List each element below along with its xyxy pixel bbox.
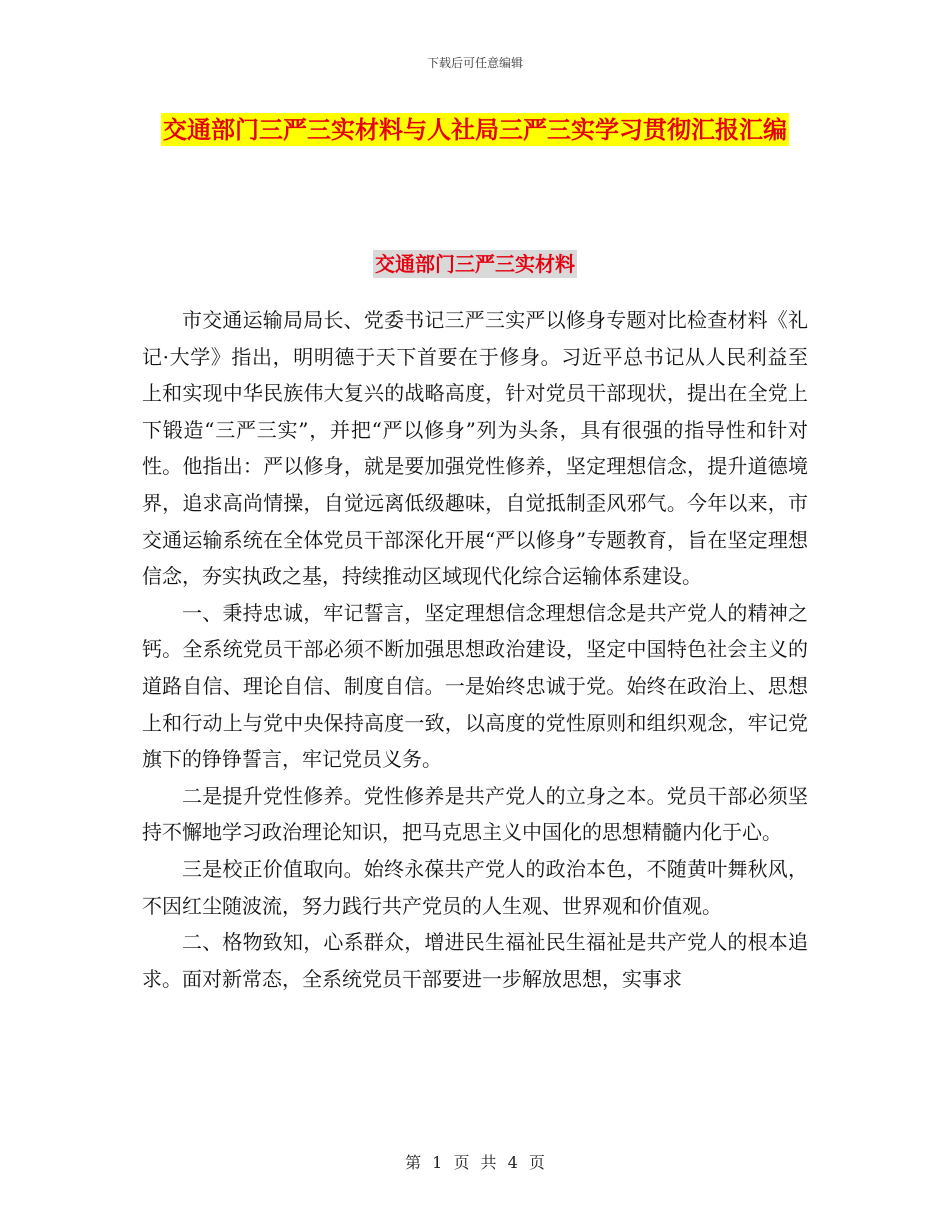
paragraph: 二是提升党性修养。党性修养是共产党人的立身之本。党员干部必须坚持不懈地学习政治理论知识，把马克思主义中国化的思想精髓内化于心。 <box>142 783 808 845</box>
document-body <box>142 302 808 997</box>
paragraph: 二、格物致知，心系群众，增进民生福祉民生福祉是共产党人的根本追求。面对新常态，全系统党员干部要进一步解放思想，实事求 <box>142 930 808 991</box>
section-title-text: 交通部门三严三实材料 <box>375 252 575 276</box>
section-title <box>0 248 950 280</box>
page-footer: 第 1 页 共 4 页 <box>405 1153 545 1172</box>
document-title-text: 交通部门三严三实材料与人社局三严三实学习贯彻汇报汇编 <box>163 115 787 144</box>
paragraph: 一、秉持忠诚，牢记誓言，坚定理想信念理想信念是共产党人的精神之钙。全系统党员干部必须不断加强思想政治建设，坚定中国特色社会主义的道路自信、理论自信、制度自信。一是始终忠诚于党。始终在政治上、思想上和行动上与党中央保持高度一致，以高度的党性原则和组织观念，牢记党旗下的铮铮誓言，牢记党员义务。 <box>142 600 808 772</box>
paragraph: 市交通运输局局长、党委书记三严三实严以修身专题对比检查材料《礼记·大学》指出，明明德于天下首要在于修身。习近平总书记从人民利益至上和实现中华民族伟大复兴的战略高度，针对党员干部现状，提出在全党上下锻造“三严三实”，并把“严以修身”列为头条，具有很强的指导性和针对性。他指出：严以修身，就是要加强党性修养，坚定理想信念，提升道德境界，追求高尚情操，自觉远离低级趣味，自觉抵制歪风邪气。今年以来，市交通运输系统在全体党员干部深化开展“严以修身”专题教育，旨在坚定理想信念，夯实执政之基，持续推动区域现代化综合运输体系建设。 <box>142 308 808 589</box>
document-title <box>142 108 808 152</box>
paragraph: 三是校正价值取向。始终永葆共产党人的政治本色，不随黄叶舞秋风，不因红尘随波流，努力践行共产党员的人生观、世界观和价值观。 <box>142 856 808 918</box>
header-note: 下载后可任意编辑 <box>426 56 523 70</box>
